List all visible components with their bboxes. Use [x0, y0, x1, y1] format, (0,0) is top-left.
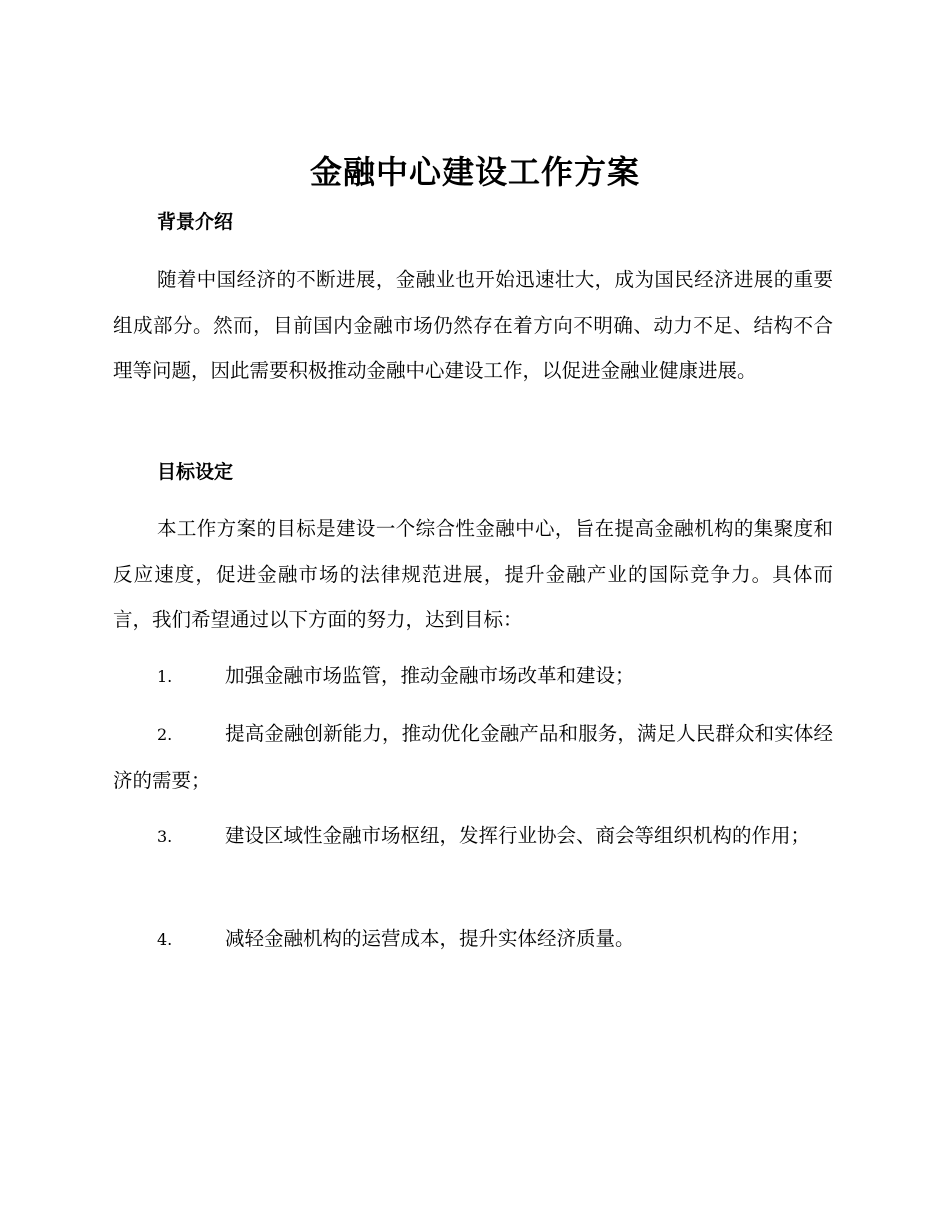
list-item — [113, 916, 833, 963]
list-item-text: 加强金融市场监管，推动金融市场改革和建设； — [225, 664, 635, 687]
list-item — [113, 653, 833, 700]
document-title: 金融中心建设工作方案 — [309, 153, 640, 191]
list-item — [113, 711, 833, 803]
list-item-number: 3. — [157, 827, 173, 846]
list-item — [113, 813, 833, 860]
list-item-number: 2. — [157, 725, 173, 744]
paragraph-background: 随着中国经济的不断进展，金融业也开始迅速壮大，成为国民经济进展的重要组成部分。然而，目前国内金融市场仍然存在着方向不明确、动力不足、结构不合理等问题，因此需要积极推动金融中心建设工作，以促进金融业健康进展。 — [113, 268, 833, 382]
list-item-text: 提高金融创新能力，推动优化金融产品和服务，满足人民群众和实体经济的需要； — [113, 722, 833, 792]
section-heading-background: 背景介绍 — [157, 211, 234, 233]
list-item-text: 减轻金融机构的运营成本，提升实体经济质量。 — [225, 927, 635, 950]
section-heading-goals: 目标设定 — [157, 461, 234, 483]
list-item-number: 1. — [157, 667, 173, 686]
list-item-text: 建设区域性金融市场枢纽，发挥行业协会、商会等组织机构的作用； — [225, 824, 811, 847]
list-item-number: 4. — [157, 930, 173, 949]
paragraph-goals: 本工作方案的目标是建设一个综合性金融中心，旨在提高金融机构的集聚度和反应速度，促进金融市场的法律规范进展，提升金融产业的国际竞争力。具体而言，我们希望通过以下方面的努力，达到目标： — [113, 517, 833, 631]
